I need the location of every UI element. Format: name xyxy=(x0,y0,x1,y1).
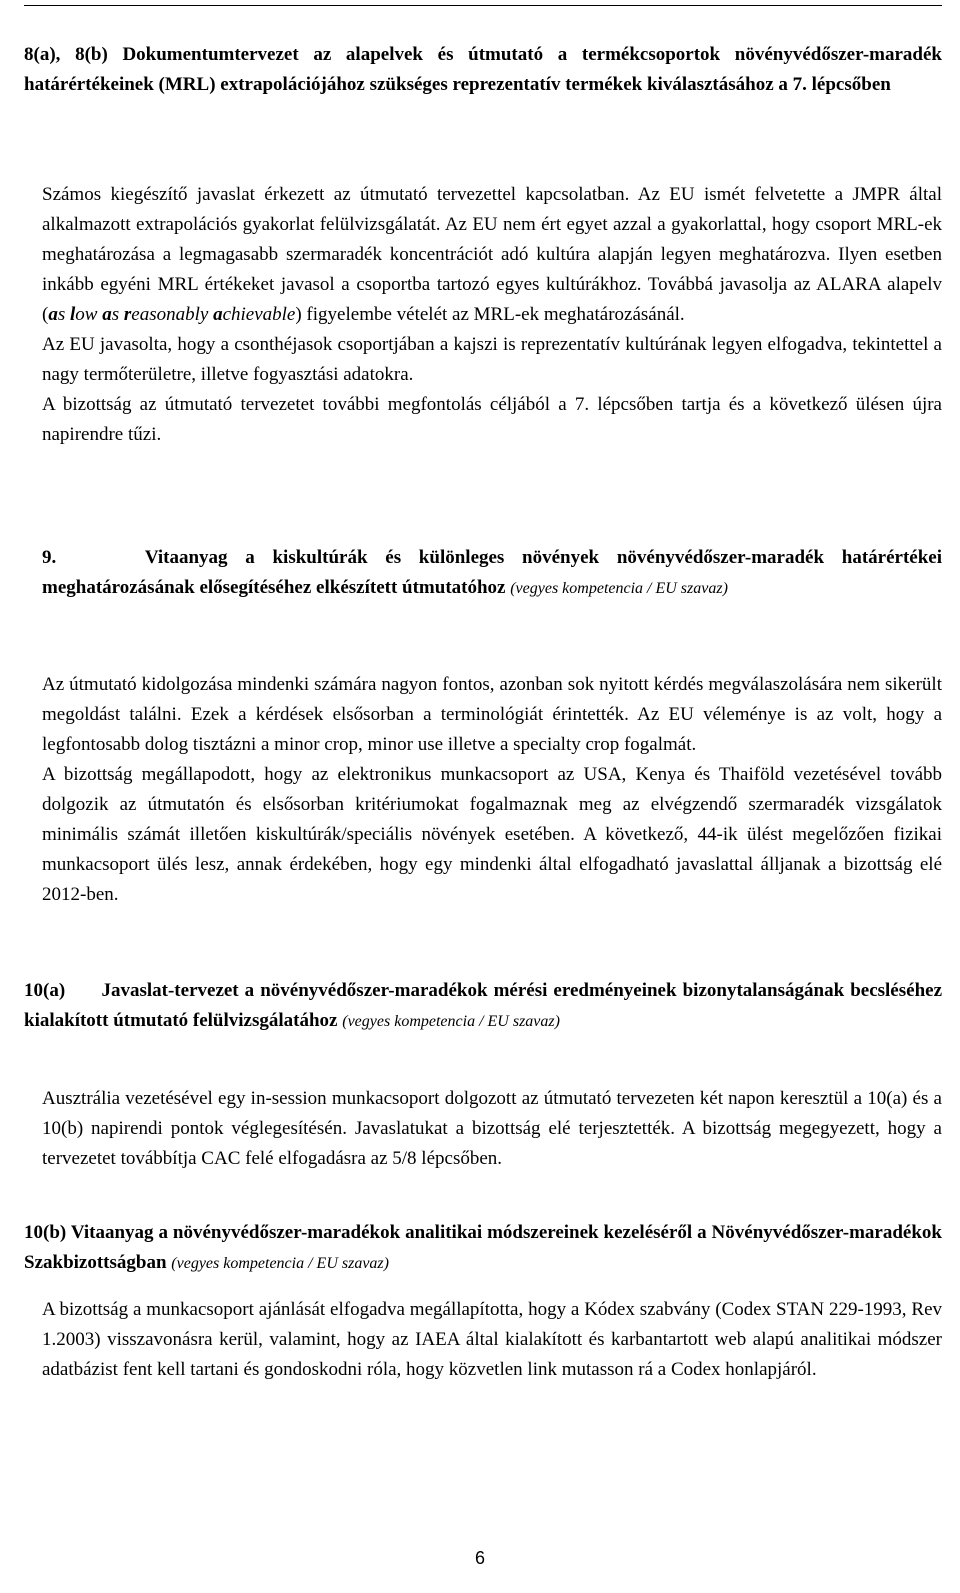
section-10b-body xyxy=(42,1295,942,1385)
section-8-paragraph-3: A bizottság az útmutató tervezetet további megfontolás céljából a 7. lépcsőben tartja és a következő ülésen újra napirendre tűzi. xyxy=(42,394,942,445)
section-8-heading: 8(a), 8(b) Dokumentumtervezet az alapelvek és útmutató a termékcsoportok növényvédőszer-maradék határértékeinek (MRL) extrapolációjához szükséges reprezentatív termékek kiválasztásához a 7. lépcsőben xyxy=(24,44,942,95)
section-8-body xyxy=(42,180,942,450)
section-9-heading xyxy=(42,543,942,604)
alara-text: easonably xyxy=(131,304,214,325)
section-9-number: 9. xyxy=(42,547,57,568)
section-10b-competence: (vegyes kompetencia / EU szavaz) xyxy=(171,1255,389,1272)
alara-expansion xyxy=(48,304,295,325)
section-9-body xyxy=(42,670,942,910)
section-10a-title: Javaslat-tervezet a növényvédőszer-maradékok mérési eredményeinek bizonytalanságának becsléséhez kialakított útmutató felülvizsgálatához xyxy=(24,980,943,1031)
section-10b-number: 10(b) xyxy=(24,1222,67,1243)
section-9-paragraph-2: A bizottság megállapodott, hogy az elektronikus munkacsoport az USA, Kenya és Thaiföld vezetésével tovább dolgozik az útmutatón és elsősorban kritériumokat fogalmaznak meg az elvégzendő szermaradék vizsgálatok minimális számát illetően kiskultúrák/speciális növények esetében. A következő, 44-ik ülést megelőzően fizikai munkacsoport ülés lesz, annak érdekében, hogy egy mindenki által elfogadható javaslattal álljanak a bizottság elé 2012-ben. xyxy=(42,764,942,905)
section-8-paragraph-1-text: Számos kiegészítő javaslat érkezett az útmutató tervezettel kapcsolatban. Az EU ismét felvetette a JMPR által alkalmazott extrapolációs gyakorlat felülvizsgálatát. Az EU nem ért egyet azzal a gyakorlattal, hogy csoport MRL-ek meghatározása a legmagasabb szermaradék koncentrációt adó kultúra alapján legyen meghatározva. Ilyen esetben inkább egyéni MRL értékeket javasol a csoportba tartozó egyes kultúrákhoz. Továbbá javasolja az ALARA alapelv ( xyxy=(42,184,942,325)
section-10a-competence: (vegyes kompetencia / EU szavaz) xyxy=(342,1013,560,1030)
section-10b-heading xyxy=(24,1218,942,1279)
alara-text: s xyxy=(57,304,70,325)
section-10b-title: Vitaanyag a növényvédőszer-maradékok analitikai módszereinek kezeléséről a Növényvédőszer-maradékok Szakbizottságban xyxy=(24,1222,942,1273)
section-9-paragraph-1: Az útmutató kidolgozása mindenki számára nagyon fontos, azonban sok nyitott kérdés megválaszolására nem sikerült megoldást találni. Ezek a kérdések elsősorban a terminológiát érintették. Az EU véleménye is az volt, hogy a legfontosabb dolog tisztázni a minor crop, minor use illetve a specialty crop fogalmát. xyxy=(42,674,942,755)
alara-letter: l xyxy=(69,304,76,325)
page-number: 6 xyxy=(474,1548,485,1568)
section-10b-paragraph-1: A bizottság a munkacsoport ajánlását elfogadva megállapította, hogy a Kódex szabvány (Codex STAN 229-1993, Rev 1.2003) visszavonásra kerül, valamint, hogy az IAEA által kialakított és karbantartott web alapú analitikai módszer adatbázist fent kell tartani és gondoskodni róla, hogy közvetlen link mutasson rá a Codex honlapjáról. xyxy=(42,1299,942,1380)
section-9-competence: (vegyes kompetencia / EU szavaz) xyxy=(510,580,728,597)
section-8-paragraph-1 xyxy=(42,180,942,330)
alara-letter: a xyxy=(48,304,58,325)
alara-text: chievable xyxy=(222,304,296,325)
section-10a-number: 10(a) xyxy=(24,980,66,1001)
section-10a-heading xyxy=(24,976,942,1037)
section-9-title: Vitaanyag a kiskultúrák és különleges növények növényvédőszer-maradék határértékei meghatározásának elősegítéséhez elkészített útmutatóhoz xyxy=(42,547,942,598)
header-rule xyxy=(24,5,942,6)
alara-letter: a xyxy=(213,304,223,325)
alara-text: s xyxy=(111,304,124,325)
alara-text: ow xyxy=(75,304,103,325)
section-8-paragraph-1-end: ) figyelembe vételét az MRL-ek meghatározásánál. xyxy=(295,304,685,325)
section-10a-paragraph-1: Ausztrália vezetésével egy in-session munkacsoport dolgozott az útmutató tervezeten két napon keresztül a 10(a) és a 10(b) napirendi pontok véglegesítésén. Javaslatukat a bizottság elé terjesztették. A bizottság megegyezett, hogy a tervezetet továbbítja CAC felé elfogadásra az 5/8 lépcsőben. xyxy=(42,1088,942,1169)
alara-letter: a xyxy=(102,304,112,325)
alara-letter: r xyxy=(123,304,132,325)
section-8-paragraph-2: Az EU javasolta, hogy a csonthéjasok csoportjában a kajszi is reprezentatív kultúrának legyen elfogadva, tekintettel a nagy termőterületre, illetve fogyasztási adatokra. xyxy=(42,334,942,385)
section-10a-body xyxy=(42,1084,942,1174)
